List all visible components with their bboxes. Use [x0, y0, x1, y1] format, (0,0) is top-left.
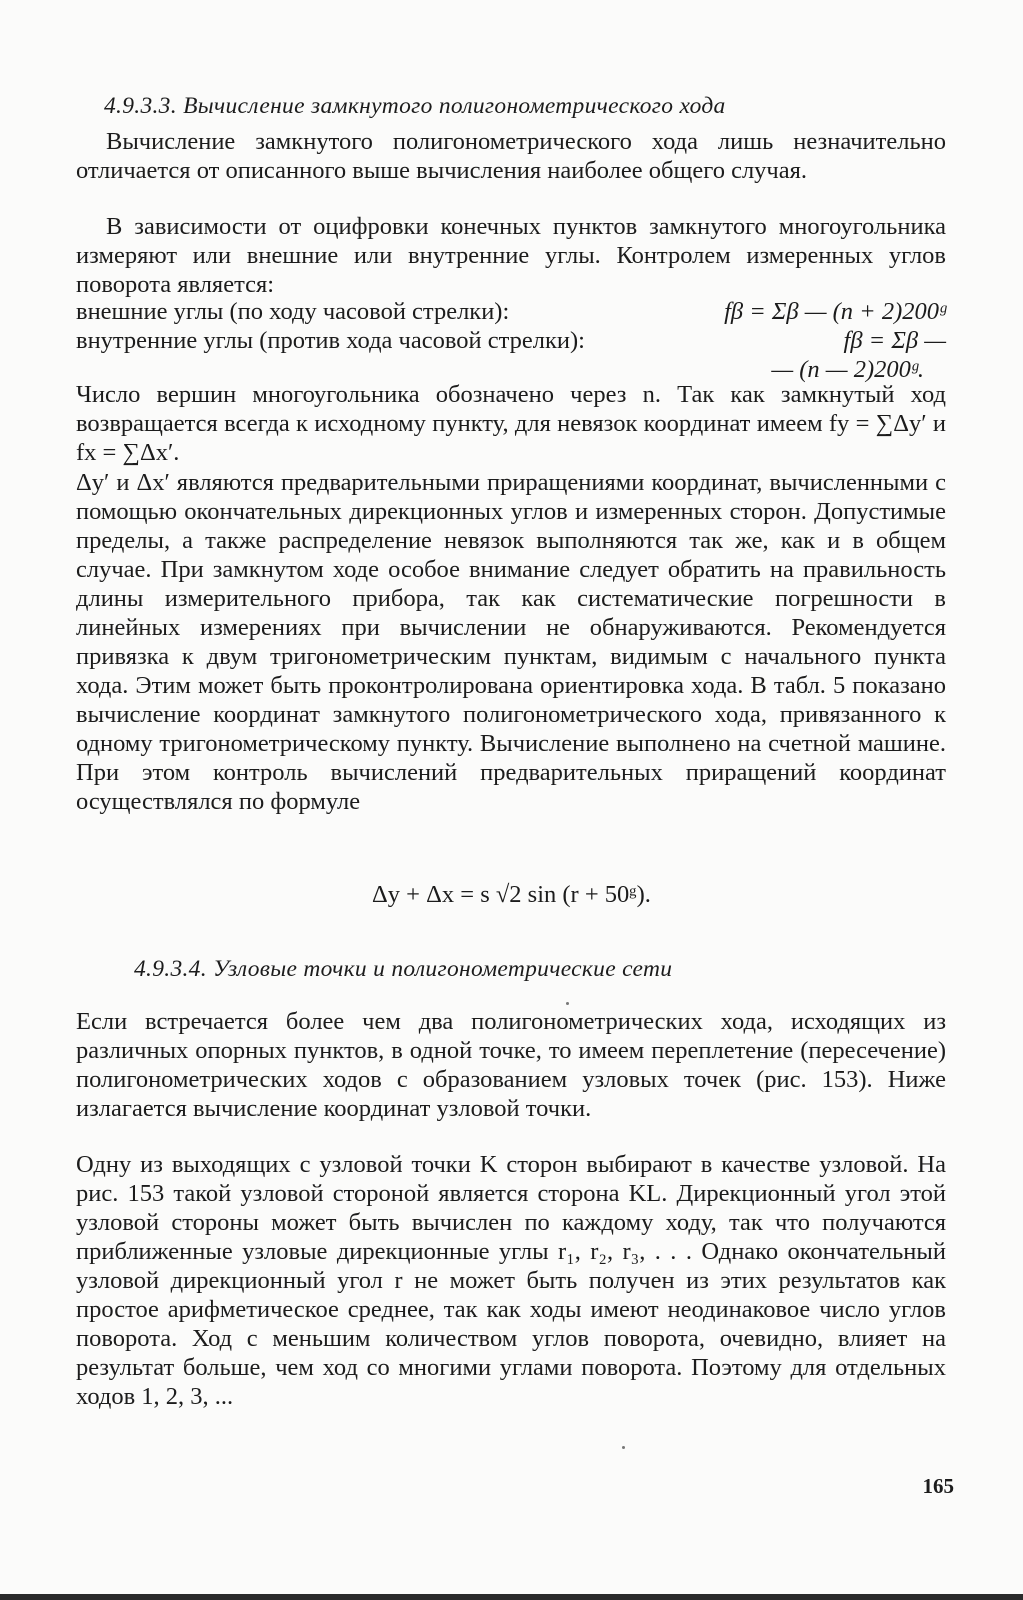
paragraph-junction-points: Если встречается более чем два полигонометрических хода, исходящих из различных опорных пунктов, в одной точке, то имеем переплетение (пересечение) полигонометрических ходов с образованием узловых точек (рис. 153). Ниже излагается вычисление координат узловой точки. [76, 1008, 946, 1122]
external-angles-label: внешние углы (по ходу часовой стрелки): [76, 298, 510, 325]
paragraph-preliminary-increments: Δy′ и Δx′ являются предварительными приращениями координат, вычисленными с помощью окончательных дирекционных углов и измеренных сторон. Допустимые пределы, а также распределение невязок выполняются так же, как и в общем случае. При замкнутом ходе особое внимание следует обратить на правильность длины измерительного прибора, так как систематические погрешности в линейных измерениях при вычислении не обнаруживаются. Рекомендуется привязка к двум тригонометрическим пунктам, видимым с начального пункта хода. Этим может быть проконтролирована ориентировка хода. В табл. 5 показано вычисление координат замкнутого полигонометрического хода, привязанного к одному тригонометрическому пункту. Вычисление выполнено на счетной машине. При этом контроль вычислений предварительных приращений координат осуществлялся по формуле [76, 469, 946, 815]
paragraph-angle-control: В зависимости от оцифровки конечных пунктов замкнутого многоугольника измеряют или внешние или внутренние углы. Контролем измеренных углов поворота является: [76, 213, 946, 298]
section-heading-4-9-3-3: 4.9.3.3. Вычисление замкнутого полигонометрического хода [104, 93, 726, 119]
scan-speck [622, 1446, 625, 1449]
paragraph-vertices-count: Число вершин многоугольника обозначено через n. Так как замкнутый ход возвращается всегда к исходному пункту, для невязок координат имеем fy = ∑Δy′ и fx = ∑Δx′. [76, 381, 946, 466]
scan-edge [0, 1594, 1023, 1600]
internal-angles-formula-b: — (n — 2)200ᵍ. [771, 356, 924, 383]
formula-external-angles [76, 297, 946, 326]
formula-internal-angles [76, 326, 946, 384]
scan-speck [566, 1002, 569, 1005]
formula-increment-check: Δy + Δx = s √2 sin (r + 50ᵍ). [372, 881, 651, 908]
external-angles-formula: fβ = Σβ — (n + 2)200ᵍ [724, 298, 946, 325]
page-number: 165 [922, 1474, 954, 1498]
internal-angles-label: внутренние углы (против хода часовой стрелки): [76, 327, 585, 354]
internal-angles-formula-a: fβ = Σβ — [843, 327, 946, 354]
paragraph-junction-side: Одну из выходящих с узловой точки K сторон выбирают в качестве узловой. На рис. 153 такой узловой стороной является сторона KL. Дирекционный угол этой узловой стороны может быть вычислен по каждому ходу, так что получаются приближенные узловые дирекционные углы r₁, r₂, r₃, . . . Однако окончательный узловой дирекционный угол r не может быть получен из этих результатов как простое арифметическое среднее, так как ходы имеют неодинаковое число углов поворота. Ход с меньшим количеством углов поворота, очевидно, влияет на результат больше, чем ход со многими углами поворота. Поэтому для отдельных ходов 1, 2, 3, ... [76, 1151, 946, 1410]
section-heading-4-9-3-4: 4.9.3.4. Узловые точки и полигонометрические сети [134, 956, 673, 982]
paragraph-closed-traverse-intro: Вычисление замкнутого полигонометрического хода лишь незначительно отличается от описанного выше вычисления наиболее общего случая. [76, 128, 946, 184]
